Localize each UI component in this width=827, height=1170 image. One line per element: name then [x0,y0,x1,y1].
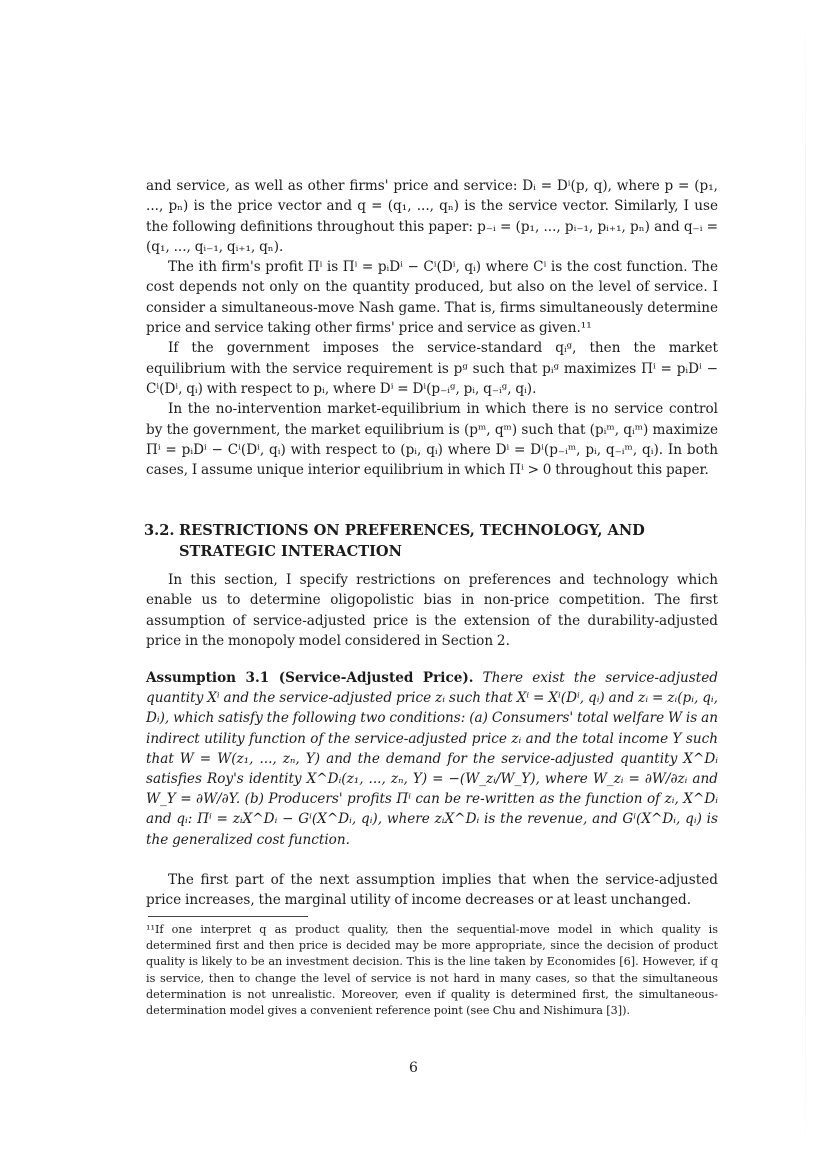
assumption-block [146,668,718,850]
section-intro-block [146,570,718,651]
assumption-label: Assumption 3.1 (Service-Adjusted Price). [146,670,474,686]
section-title-line1: RESTRICTIONS ON PREFERENCES, TECHNOLOGY, AND [179,522,645,539]
paragraph-no-intervention: In the no-intervention market-equilibrium in which there is no service control by the government, the market equilibrium is (pᵐ, qᵐ) such that (pᵢᵐ, qᵢᵐ) maximize Πⁱ = pᵢDⁱ − Cⁱ(Dⁱ, qᵢ) with respect to (pᵢ, qᵢ) where Dⁱ = Dⁱ(p₋ᵢᵐ, pᵢ, q₋ᵢᵐ, qᵢ). In both cases, I assume unique interior equilibrium in which Πⁱ > 0 throughout this paper. [146,401,718,479]
paragraph-section-intro: In this section, I specify restrictions on preferences and technology which enable us to determine oligopolistic bias in non-price competition. The first assumption of service-adjusted price is the extension of the durability-adjusted price in the monopoly model considered in Section 2. [146,572,718,649]
footnote-rule [148,916,308,917]
assumption-3-1 [146,668,718,850]
section-title-line2: STRATEGIC INTERACTION [179,543,402,560]
assumption-text: There exist the service-adjusted quantity Xⁱ and the service-adjusted price zᵢ such that Xⁱ = Xⁱ(Dⁱ, qᵢ) and zᵢ = zᵢ(pᵢ, qᵢ, Dᵢ), which satisfy the following two conditions: (a) Consumers' total welfare W is an indirect utility function of the service-adjusted price zᵢ and the total income Y such that W = W(z₁, ..., zₙ, Y) and the demand for the service-adjusted quantity X^Dᵢ satisfies Roy's identity X^Dᵢ(z₁, ..., zₙ, Y) = −(W_zᵢ/W_Y), where W_zᵢ = ∂W/∂zᵢ and W_Y = ∂W/∂Y. (b) Producers' profits Πⁱ can be re-written as the function of zᵢ, X^Dᵢ and qᵢ: Πⁱ = zᵢX^Dᵢ − Gⁱ(X^Dᵢ, qᵢ), where zᵢX^Dᵢ is the revenue, and Gⁱ(X^Dᵢ, qᵢ) is the generalized cost function. [146,670,718,848]
section-heading [144,520,724,562]
page-number: 6 [409,1060,418,1076]
next-paragraph-block [146,870,718,911]
body-text-top [146,176,718,480]
paragraph-service-standard: If the government imposes the service-standard qᵢᵍ, then the market equilibrium with the service requirement is pᵍ such that pᵢᵍ maximizes Πⁱ = pᵢDⁱ − Cⁱ(Dⁱ, qᵢ) with respect to pᵢ, where Dⁱ = Dⁱ(p₋ᵢᵍ, pᵢ, q₋ᵢᵍ, qᵢ). [146,340,718,397]
section-number: 3.2. [144,522,175,539]
paragraph-profit: The ith firm's profit Πⁱ is Πⁱ = pᵢDⁱ − Cⁱ(Dⁱ, qᵢ) where Cⁱ is the cost function. The cost depends not only on the quantity produced, but also on the level of service. I consider a simultaneous-move Nash game. That is, firms simultaneously determine price and service taking other firms' price and service as given.¹¹ [146,259,718,337]
paragraph-next-assumption: The first part of the next assumption implies that when the service-adjusted price increases, the marginal utility of income decreases or at least unchanged. [146,872,718,909]
paragraph-intro: and service, as well as other firms' price and service: Dᵢ = Dⁱ(p, q), where p = (p₁, ..., pₙ) is the price vector and q = (q₁, ..., qₙ) is the service vector. Similarly, I use the following definitions throughout this paper: p₋ᵢ = (p₁, ..., pᵢ₋₁, pᵢ₊₁, pₙ) and q₋ᵢ = (q₁, ..., qᵢ₋₁, qᵢ₊₁, qₙ). [146,178,718,255]
footnote-11: ¹¹If one interpret q as product quality, then the sequential-move model in which quality is determined first and then price is decided may be more appropriate, since the decision of product quality is likely to be an investment decision. This is the line taken by Economides [6]. However, if q is service, then to change the level of service is not hard in many cases, so that the simultaneous determination is not unrealistic. Moreover, even if quality is determined first, the simultaneous-determination model gives a convenient reference point (see Chu and Nishimura [3]). [146,923,718,1018]
scan-crease [805,0,806,1170]
